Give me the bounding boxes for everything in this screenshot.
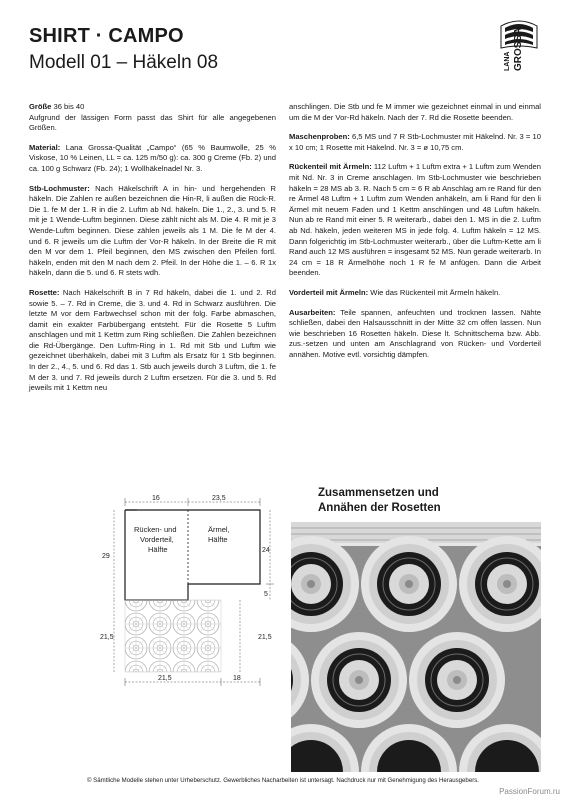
dim-bottom-right: 18 [233, 675, 241, 682]
vorderteil-text: Wie das Rückenteil mit Ärmeln häkeln. [368, 287, 501, 297]
vorderteil-label: Vorderteil mit Ärmeln: [289, 287, 369, 297]
maschenproben-label: Maschenproben: [289, 132, 350, 142]
section-groesse [29, 102, 276, 134]
label-body-2: Vorderteil, [140, 535, 174, 544]
rosettes-photo [291, 522, 541, 772]
photo-title [318, 486, 508, 516]
logo-text-grossa: GROSSA [513, 27, 524, 71]
groesse-text: 36 bis 40 [51, 102, 85, 111]
section-material [29, 143, 276, 175]
label-sleeve-2: Hälfte [208, 535, 228, 544]
groesse-note: Aufgrund der lässigen Form passt das Shirt für alle angegebenen Größen. [29, 112, 276, 133]
stb-label: Stb-Lochmuster: [29, 183, 90, 193]
label-body-3: Hälfte [148, 545, 168, 554]
label-sleeve-1: Ärmel, [208, 525, 230, 534]
dim-right-height: 24 [262, 547, 270, 554]
groesse-label: Größe [29, 102, 52, 111]
maschenproben-text: 6,5 MS und 7 R Stb-Lochmuster mit Häkelnd. Nr. 3 = 10 x 10 cm; 1 Rosette mit Häkelnd. Nr. 3 = ø 10,75 cm. [289, 132, 541, 152]
watermark: PassionForum.ru [499, 787, 560, 796]
copyright-footer: © Sämtliche Modelle stehen unter Urheberschutz. Gewerbliches Nacharbeiten ist untersagt. Nachdruck nur mit Genehmigung des Herausgebers. [87, 777, 479, 784]
logo-text-lana: LANA [504, 51, 511, 71]
left-column [29, 102, 276, 403]
dim-bottom-left: 21,5 [158, 675, 172, 682]
ausarbeiten-label: Ausarbeiten: [289, 307, 336, 317]
section-stb-lochmuster [29, 184, 276, 279]
rosette-text: Nach Häkelschrift B in 7 Rd häkeln, dabei die 1. und 2. Rd sowie 5. – 7. Rd in Creme, die 3. und 4. Rd in Schwarz ausführen. Die letzte M vor dem Farbwechsel schon mit der folg. Farbe abmaschen, damit ein exakter Farbübergang entsteht. Für die Rosette 5 Luftm anschlagen und mit 1 Kettm zum Ring schließen. Die Zahlen bezeichnen die Rd-Übergänge. Den Luftm-Ring in 1. Rd mit Stb und Luftm wie gezeichnet überhäkeln, dabei mit 3 Luftm als Ersatz für 1 Stb beginnen. In der 2., 4., 5. und 6. Rd das 1. Stb auch jeweils durch 3 Luftm, die 1. fe M der 3. und 7. Rd jeweils durch 2 Luftm ersetzen. Für die 3. und 5. Rd jeweils mit 1 Kettm neu [29, 287, 276, 393]
material-text: Lana Grossa-Qualität „Campo“ (65 % Baumwolle, 25 % Viskose, 10 % Leinen, LL = ca. 125 m/50 g): ca. 300 g Creme (Fb. 2) und ca. 100 g Schwarz (Fb. 24); 1 Wollhäkelnadel Nr. 3. [29, 142, 276, 173]
page-subtitle: Modell 01 – Häkeln 08 [29, 52, 219, 73]
stb-text: Nach Häkelschrift A in hin- und hergehenden R häkeln. Die Zahlen re außen bezeichnen die Hin-R, li außen die Rück-R. Die 1. fe M der 1. R in die 2. Luftm ab Nd. häkeln. Die 1., 2., 3. und 5. R mit je 1 Wende-Luftm beginnen. Diese zählt nicht als M. Die 4. R mit je 3 Wende-Luftm beginnen. Diese zählen jeweils als 1 M. Die fe M der 4. und 6. R jeweils um die Luftm der Vor-R häkeln. In der Breite die R mit den M vor dem 1. Pfeil beginnen, den MS zwischen den Pfeilen fortl. häkeln, enden mit den M nach dem 2. Pfeil. In der Höhe die 1. – 6. R 1x häkeln, dann die 5. und 6. R stets wdh. [29, 183, 276, 278]
right-column [289, 102, 541, 369]
rueckenteil-text: 112 Luftm + 1 Luftm extra + 1 Luftm zum Wenden mit Nd. Nr. 3 in Creme anschlagen. Im Stb-Lochmuster wie beschrieben häkeln = 28 MS ab 3. R. Nach 5 cm = 6 R ab Anschlag am re Rand für den re Ärmel 48 Luftm + 1 Luftm zum Wenden anhäkeln, am li Rand für den li Ärmel mit neuem Faden und 1 Kettm anschlingen und 48 Luftm häkeln. Nun ab re Rand mit einer 5. R weiterarb., dabei den 1. MS in die 2. Luftm ab Nd. häkeln, jeden weiteren MS in jede folg. 4. Luftm häkeln = 12 MS. Dann folgerichtig im Stb-Lochmuster weiterarb., über die Luftm-Kette am li Rand auch 12 MS ausführen = insgesamt 52 MS. Nun gerade weiterarb. In 24 cm = 18 R Ärmelhöhe noch 1 R fe M anfügen. Dann die Arbeit beenden. [289, 162, 541, 278]
photo-title-line-1: Zusammensetzen und [318, 487, 439, 499]
material-label: Material: [29, 142, 61, 152]
section-vorderteil [289, 288, 541, 299]
section-maschenproben [289, 132, 541, 153]
ausarbeiten-text: Teile spannen, anfeuchten und trocknen lassen. Nähte schließen, dabei den Halsausschnitt in der Mitte 32 cm offen lassen. Nun wie beschrieben 16 Rosetten häkeln. Diese lt. Schnittschema bzw. Abb. zus.-setzen und unten am Anschlagrand von Rücken- und Vorderteil annähen. Motive evtl. vorsichtig dämpfen. [289, 307, 541, 359]
dim-top-left: 16 [152, 495, 160, 502]
page-title: SHIRT · CAMPO [29, 25, 184, 47]
rosette-label: Rosette: [29, 287, 60, 297]
dim-left-rosette: 21,5 [100, 634, 114, 641]
rosette-continuation: anschlingen. Die Stb und fe M immer wie gezeichnet einmal in und einmal um die M der Vor-Rd häkeln. Nach der 7. Rd die Rosette beenden. [289, 102, 541, 122]
lana-grossa-logo-icon [497, 18, 541, 72]
rueckenteil-label: Rückenteil mit Ärmeln: [289, 162, 372, 172]
section-ausarbeiten [289, 308, 541, 361]
dim-top-right: 23,5 [212, 495, 226, 502]
schnittschema-diagram [100, 492, 280, 687]
section-rosette [29, 288, 276, 394]
section-rueckenteil [289, 162, 541, 279]
label-body-1: Rücken- und [134, 525, 177, 534]
dim-left-height: 29 [102, 553, 110, 560]
dim-right-rosette: 21,5 [258, 634, 272, 641]
dim-right-small: 5 [264, 591, 268, 598]
photo-title-line-2: Annähen der Rosetten [318, 502, 441, 514]
